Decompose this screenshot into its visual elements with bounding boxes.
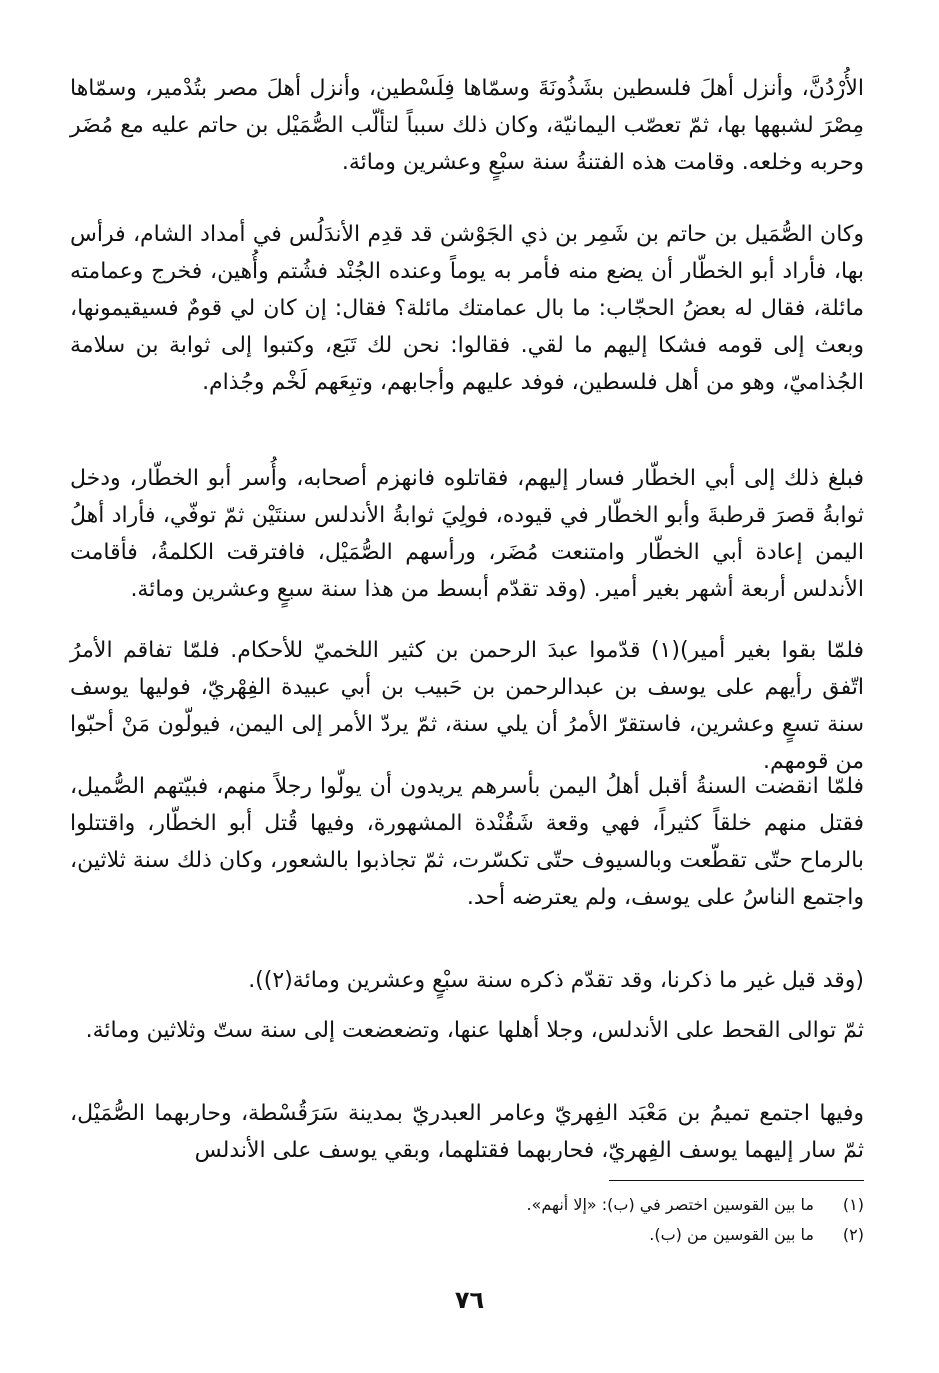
paragraph-4: فلمّا بقوا بغير أمير)(١) قدّموا عبدَ الرحمن بن كثير اللخميّ للأحكام. فلمّا تفاقم الأمرُ اتّفق رأيهم على يوسف بن عبدالرحمن بن حَبيب بن أبي عبيدة الفِهْريّ، فوليها يوسف سنة تسعٍ وعشرين، فاستقرّ الأمرُ أن يلي سنة، ثمّ يردّ الأمر إلى اليمن، فيولّون مَنْ أحبّوا من قومهم. <box>70 638 864 774</box>
footnote-divider <box>609 1180 864 1181</box>
page-number: ٧٦ <box>454 1286 485 1314</box>
paragraph-8: وفيها اجتمع تميمُ بن مَعْبَد الفِهريّ وعامر العبدريّ بمدينة سَرَقُسْطة، وحاربهما الصُّمَيْل، ثمّ سار إليهما يوسف الفِهريّ، فحاربهما فقتلهما، وبقي يوسف على الأندلس <box>70 1101 864 1163</box>
footnote-marker: (١) <box>842 1195 864 1214</box>
paragraph-1: الأُرْدُنَّ، وأنزل أهلَ فلسطين بشَذُونَةَ وسمّاها فِلَسْطين، وأنزل أهلَ مصر بتُدْمير، وسمّاها مِصْرَ لشبهها بها، ثمّ تعصّب اليمانيّة، وكان ذلك سبباً لتألّب الصُّمَيْل بن حاتم عليه مع مُضَر وحربه وخلعه. وقامت هذه الفتنةُ سنة سبْعٍ وعشرين ومائة. <box>70 76 864 175</box>
footnotes <box>70 1190 864 1250</box>
paragraph-2: وكان الصُّمَيل بن حاتم بن شَمِر بن ذي الجَوْشن قد قدِم الأندَلُس في أمداد الشام، فرأس بها، فأراد أبو الخطّار أن يضع منه فأمر به يوماً وعنده الجُنْد فشُتم وأُهين، فخرج وعمامته مائلة، فقال له بعضُ الحجّاب: ما بال عمامتك مائلة؟ فقال: إن كان لي قومٌ فسيقيمونها، وبعث إلى قومه فشكا إليهم ما لقي. فقالوا: نحن لك تَبَع، وكتبوا إلى ثوابة بن سلامة الجُذاميّ، وهو من أهل فلسطين، فوفد عليهم وأجابهم، وتبِعَهم لَخْم وجُذام. <box>70 222 864 395</box>
footnote-2 <box>70 1220 864 1250</box>
footnote-text: ما بين القوسين اختصر في (ب): «إلا أنهم». <box>526 1195 814 1214</box>
footnote-text: ما بين القوسين من (ب). <box>649 1225 814 1244</box>
paragraph-6: (وقد قيل غير ما ذكرنا، وقد تقدّم ذكره سنة سبْعٍ وعشرين ومائة(٢)). <box>248 968 864 993</box>
paragraph-3: فبلغ ذلك إلى أبي الخطّار فسار إليهم، فقاتلوه فانهزم أصحابه، وأُسر أبو الخطّار، ودخل ثوابةُ قصرَ قرطبةَ وأبو الخطّار في قيوده، فولِيَ ثوابةُ الأندلس سنتَيْن ثمّ توفّي، فأراد أهلُ اليمن إعادة أبي الخطّار وامتنعت مُضَر، ورأسهم الصُّمَيْل، فافترقت الكلمةُ، فأقامت الأندلس أربعة أشهر بغير أمير. (وقد تقدّم أبسط من هذا سنة سبعٍ وعشرين ومائة. <box>70 466 864 602</box>
footnote-marker: (٢) <box>842 1225 864 1244</box>
footnote-1 <box>70 1190 864 1220</box>
paragraph-7: ثمّ توالى القحط على الأندلس، وجلا أهلها عنها، وتضعضعت إلى سنة ستّ وثلاثين ومائة. <box>85 1018 864 1043</box>
paragraph-5: فلمّا انقضت السنةُ أقبل أهلُ اليمن بأسرهم يريدون أن يولّوا رجلاً منهم، فبيّتهم الصُّميل، فقتل منهم خلقاً كثيراً، فهي وقعة شَقُنْدة المشهورة، وفيها قُتل أبو الخطّار، واقتتلوا بالرماح حتّى تقطّعت وبالسيوف حتّى تكسّرت، ثمّ تجاذبوا بالشعور، وكان ذلك سنة ثلاثين، واجتمع الناسُ على يوسف، ولم يعترضه أحد. <box>70 774 864 910</box>
